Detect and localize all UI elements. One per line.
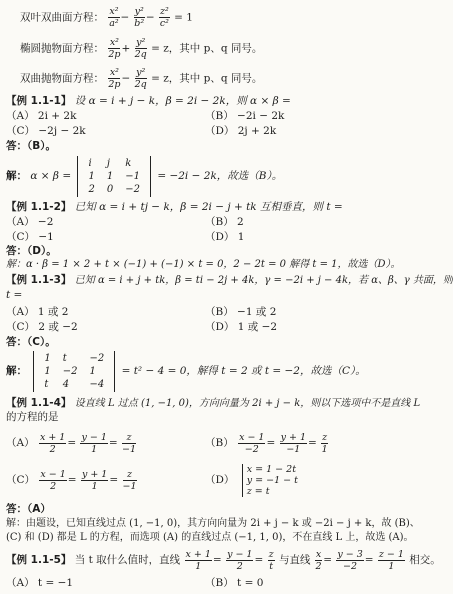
ex4-option-c: （C） $\frac{x - 1}{2}$ = $\frac{y + 1}{1}$ = $\frac{z}{-1}$ xyxy=(6,468,137,492)
ex2-option-d: （D） 1 xyxy=(205,231,245,243)
ex1-option-c: （C） −2j − 2k xyxy=(6,125,86,137)
ex1-option-d: （D） 2j + 2k xyxy=(205,125,277,137)
example-tag: 【例 1.1-4】 xyxy=(6,397,72,409)
ex5-option-a: （A） t = −1 xyxy=(6,577,74,589)
example-1-1-1-question: 【例 1.1-1】 设 α = i + j − k，β = 2i − 2k，则 α × β = xyxy=(6,95,291,107)
ex4-option-d: （D） x = 1 − 2t y = −1 − t z = t xyxy=(205,463,298,497)
ex4-option-b: （B） $\frac{x - 1}{-2}$ = $\frac{y + 1}{-1}$ = $\frac{z}{1}$ xyxy=(205,431,328,455)
ex3-option-d: （D） 1 或 −2 xyxy=(205,321,278,333)
ex3-question-cont: t = xyxy=(6,289,23,301)
ex2-option-a: （A） −2 xyxy=(6,216,54,228)
ex4-question-cont: 的方程的是 xyxy=(6,411,59,423)
ex1-answer: 答：（B）。 xyxy=(6,140,57,152)
ex1-option-b: （B） −2i − 2k xyxy=(205,110,285,122)
ex3-determinant: 1 t −2 1 −2 1 t 4 −4 xyxy=(33,351,115,392)
ex2-answer: 答：（D）。 xyxy=(6,245,57,257)
ex2-solution: 解：α · β = 1 × 2 + t × (−1) + (−1) × t = 0，2 − 2t = 0 解得 t = 1，故选（D）。 xyxy=(6,259,401,270)
ex5-option-b: （B） t = 0 xyxy=(205,577,264,589)
ex1-determinant: i j k 1 1 −1 2 0 −2 xyxy=(77,156,151,197)
example-tag: 【例 1.1-5】 xyxy=(6,554,72,566)
example-1-1-5-question: 【例 1.1-5】 当 t 取什么值时，直线 $\frac{x + 1}{1}$ = $\frac{y - 1}{2}$ = $\frac{z}{t}$ 与直线 $\frac{x}{2}$ = $\frac{y - 3}{-2}$ = $\frac{z - 1}{1}$ 相交。 xyxy=(6,548,441,572)
ex4-solution-line2: (C) 和 (D) 都是 L 的方程，而选项 (A) 的直线过点 (−1, 1, 0)，不在直线 L 上，故选 (A)。 xyxy=(6,532,414,543)
ex4-answer: 答：（A） xyxy=(6,503,51,515)
example-1-1-4-question: 【例 1.1-4】 设直线 L 过点 (1, −1, 0)，方向向量为 2i + j − k，则以下选项中不是直线 L xyxy=(6,397,421,409)
ex1-option-a: （A） 2i + 2k xyxy=(6,110,77,122)
ex3-option-a: （A） 1 或 2 xyxy=(6,306,69,318)
ex4-option-a: （A） $\frac{x + 1}{2}$ = $\frac{y - 1}{1}$ = $\frac{z}{-1}$ xyxy=(6,431,137,455)
ex3-option-b: （B） −1 或 2 xyxy=(205,306,277,318)
example-1-1-3-question: 【例 1.1-3】 已知 α = i + j + tk，β = ti − 2j + 4k，γ = −2i + j − 4k，若 α、β、γ 共面，则 xyxy=(6,274,453,286)
ex2-option-b: （B） 2 xyxy=(205,216,244,228)
elliptic-paraboloid-line: 椭圆抛物面方程： $\frac{\text{x²}}{2p}$ + $\frac{\text{y²}}{2q}$ = z，其中 p、q 同号。 xyxy=(20,37,263,60)
ex4-solution-line1: 解：由题设，已知直线过点 (1, −1, 0)，其方向向量为 2i + j − k 或 −2i − j + k，故 (B)、 xyxy=(6,518,420,529)
example-1-1-2-question: 【例 1.1-2】 已知 α = i + tj − k，β = 2i − j + tk 互相垂直，则 t = xyxy=(6,201,343,213)
ex2-option-c: （C） −1 xyxy=(6,231,54,243)
ex1-solution: 解： α × β = i j k 1 1 −1 2 0 −2 = −2i − 2k，故选（B）。 xyxy=(6,157,283,195)
example-tag: 【例 1.1-2】 xyxy=(6,201,72,213)
example-tag: 【例 1.1-3】 xyxy=(6,274,72,286)
ex3-answer: 答：（C）。 xyxy=(6,336,56,348)
hyperboloid-two-sheets-line: 双叶双曲面方程： $\frac{\text{x²}}{\text{a²}}$ − $\frac{\text{y²}}{\text{b²}}$ − $\frac{\text{z²}}{\text{c²}}$ = 1 xyxy=(20,6,193,29)
parametric-system: x = 1 − 2t y = −1 − t z = t xyxy=(242,464,298,497)
example-tag: 【例 1.1-1】 xyxy=(6,95,72,107)
ex3-option-c: （C） 2 或 −2 xyxy=(6,321,78,333)
hyperbolic-paraboloid-line: 双曲抛物面方程： $\frac{\text{x²}}{2p}$ − $\frac{\text{y²}}{2q}$ = z，其中 p、q 同号。 xyxy=(20,67,263,90)
ex3-solution: 解： 1 t −2 1 −2 1 t 4 −4 = t² − 4 = 0，解得 t = 2 或 t = −2，故选（C）。 xyxy=(6,352,366,390)
